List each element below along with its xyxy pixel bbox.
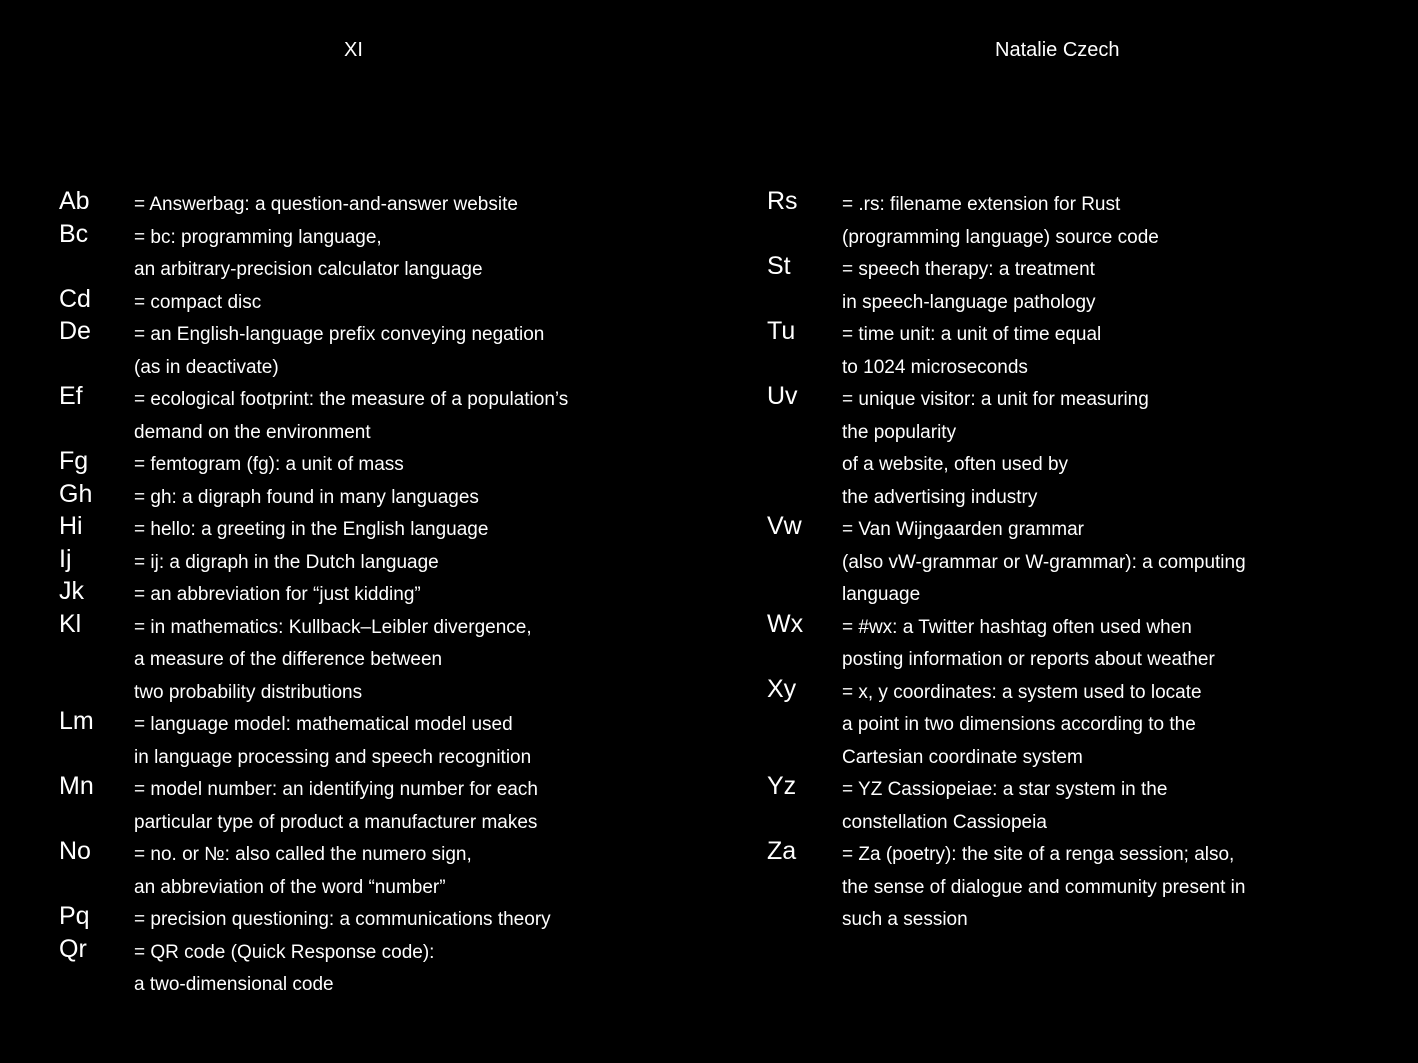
glossary-term: Fg [59,447,89,475]
definition-line: a measure of the difference between [134,649,443,670]
glossary-term: Qr [59,934,87,963]
glossary-entry [767,384,1407,514]
glossary-term: Ef [59,382,83,410]
definition-line: = precision questioning: a communications theory [134,909,551,930]
glossary-entry [59,904,699,937]
glossary-entry [59,544,699,580]
definition-line: (programming language) source code [842,226,1159,248]
glossary-entry [59,839,699,904]
glossary-entry [59,774,699,839]
glossary-entry [767,514,1407,612]
definition-line: such a session [842,909,968,930]
glossary-term: Cd [59,284,91,313]
glossary-term: Bc [59,219,89,248]
glossary-term: Xy [767,674,797,703]
glossary-entry [59,219,699,287]
definition-line: the sense of dialogue and community present in [842,876,1246,898]
definition-line: two probability distributions [134,681,363,703]
definition-line: of a website, often used by [842,454,1069,475]
glossary-term: De [59,317,91,345]
definition-line: = no. or №: also called the numero sign, [134,844,472,865]
glossary-term: Tu [767,317,796,345]
glossary-term: Gh [59,479,93,508]
glossary-column-right [767,189,1407,937]
glossary-term: Pq [59,902,90,930]
definition-line: a point in two dimensions according to the [842,714,1196,735]
definition-line: = ecological footprint: the measure of a population’s [134,389,569,410]
definition-line: = in mathematics: Kullback–Leibler divergence, [134,616,532,638]
glossary-entry [59,479,699,515]
definition-line: the popularity [842,421,957,443]
definition-line: posting information or reports about weather [842,649,1215,670]
glossary-term: Wx [767,609,804,638]
definition-line: (also vW-grammar or W-grammar): a computing [842,551,1246,573]
glossary-entry [59,449,699,482]
glossary-term: No [59,837,91,865]
definition-line: an arbitrary-precision calculator language [134,259,483,280]
definition-line: = Van Wijngaarden grammar [842,519,1085,540]
glossary-term: Rs [767,187,798,215]
glossary-term: Hi [59,512,83,540]
definition-line: = ij: a digraph in the Dutch language [134,551,439,573]
definition-line: the advertising industry [842,486,1038,508]
glossary-term: Jk [59,577,84,605]
definition-line: = an abbreviation for “just kidding” [134,584,421,605]
definition-line: = time unit: a unit of time equal [842,324,1102,345]
definition-line: in speech-language pathology [842,291,1096,313]
glossary-term: Ij [59,544,72,573]
glossary-term: Mn [59,772,94,800]
author-name: Natalie Czech [995,39,1120,61]
definition-line: demand on the environment [134,421,371,443]
definition-line: language [842,584,921,605]
definition-line: a two-dimensional code [134,974,334,995]
definition-line: = language model: mathematical model used [134,714,513,735]
definition-line: Cartesian coordinate system [842,746,1083,768]
glossary-term: St [767,252,791,280]
definition-line: = YZ Cassiopeiae: a star system in the [842,779,1168,800]
definition-line: an abbreviation of the word “number” [134,876,446,898]
definition-line: (as in deactivate) [134,356,279,378]
glossary-entry [59,384,699,449]
definition-line: to 1024 microseconds [842,356,1028,378]
definition-line: = Answerbag: a question-and-answer website [134,194,518,215]
definition-line: = compact disc [134,291,262,313]
glossary-term: Vw [767,512,802,540]
glossary-entry [59,319,699,384]
glossary-term: Yz [767,772,797,800]
definition-line: constellation Cassiopeia [842,811,1047,833]
definition-line: = gh: a digraph found in many languages [134,486,479,508]
definition-line: = x, y coordinates: a system used to locate [842,681,1202,703]
definition-line: = .rs: filename extension for Rust [842,194,1121,215]
definition-line: = Za (poetry): the site of a renga session; also, [842,844,1235,865]
definition-line: = model number: an identifying number for each [134,779,538,800]
glossary-term: Lm [59,707,94,735]
glossary-column-left [59,189,699,1002]
definition-line: in language processing and speech recognition [134,746,532,768]
glossary-entry [59,284,699,320]
glossary-entry [59,514,699,547]
glossary-term: Ab [59,187,90,215]
glossary-entry [767,254,1407,319]
glossary-entry [59,579,699,612]
definition-line: = bc: programming language, [134,226,382,248]
glossary-entry [59,709,699,774]
definition-line: = femtogram (fg): a unit of mass [134,454,404,475]
glossary-entry [767,674,1407,775]
glossary-term: Uv [767,382,798,410]
definition-line: = #wx: a Twitter hashtag often used when [842,616,1192,638]
glossary-entry [767,609,1407,677]
definition-line: = QR code (Quick Response code): [134,941,435,963]
glossary-entry [59,189,699,222]
glossary-term: Kl [59,609,82,638]
definition-line: = an English-language prefix conveying negation [134,324,545,345]
glossary-term: Za [767,837,797,865]
glossary-entry [767,774,1407,839]
page-number: XI [344,39,363,61]
definition-line: = speech therapy: a treatment [842,259,1095,280]
glossary-entry [59,934,699,1002]
glossary-entry [767,189,1407,254]
definition-line: particular type of product a manufacturer makes [134,811,538,833]
glossary-entry [767,839,1407,937]
glossary-entry [767,319,1407,384]
definition-line: = hello: a greeting in the English language [134,519,489,540]
definition-line: = unique visitor: a unit for measuring [842,389,1149,410]
glossary-entry [59,609,699,710]
